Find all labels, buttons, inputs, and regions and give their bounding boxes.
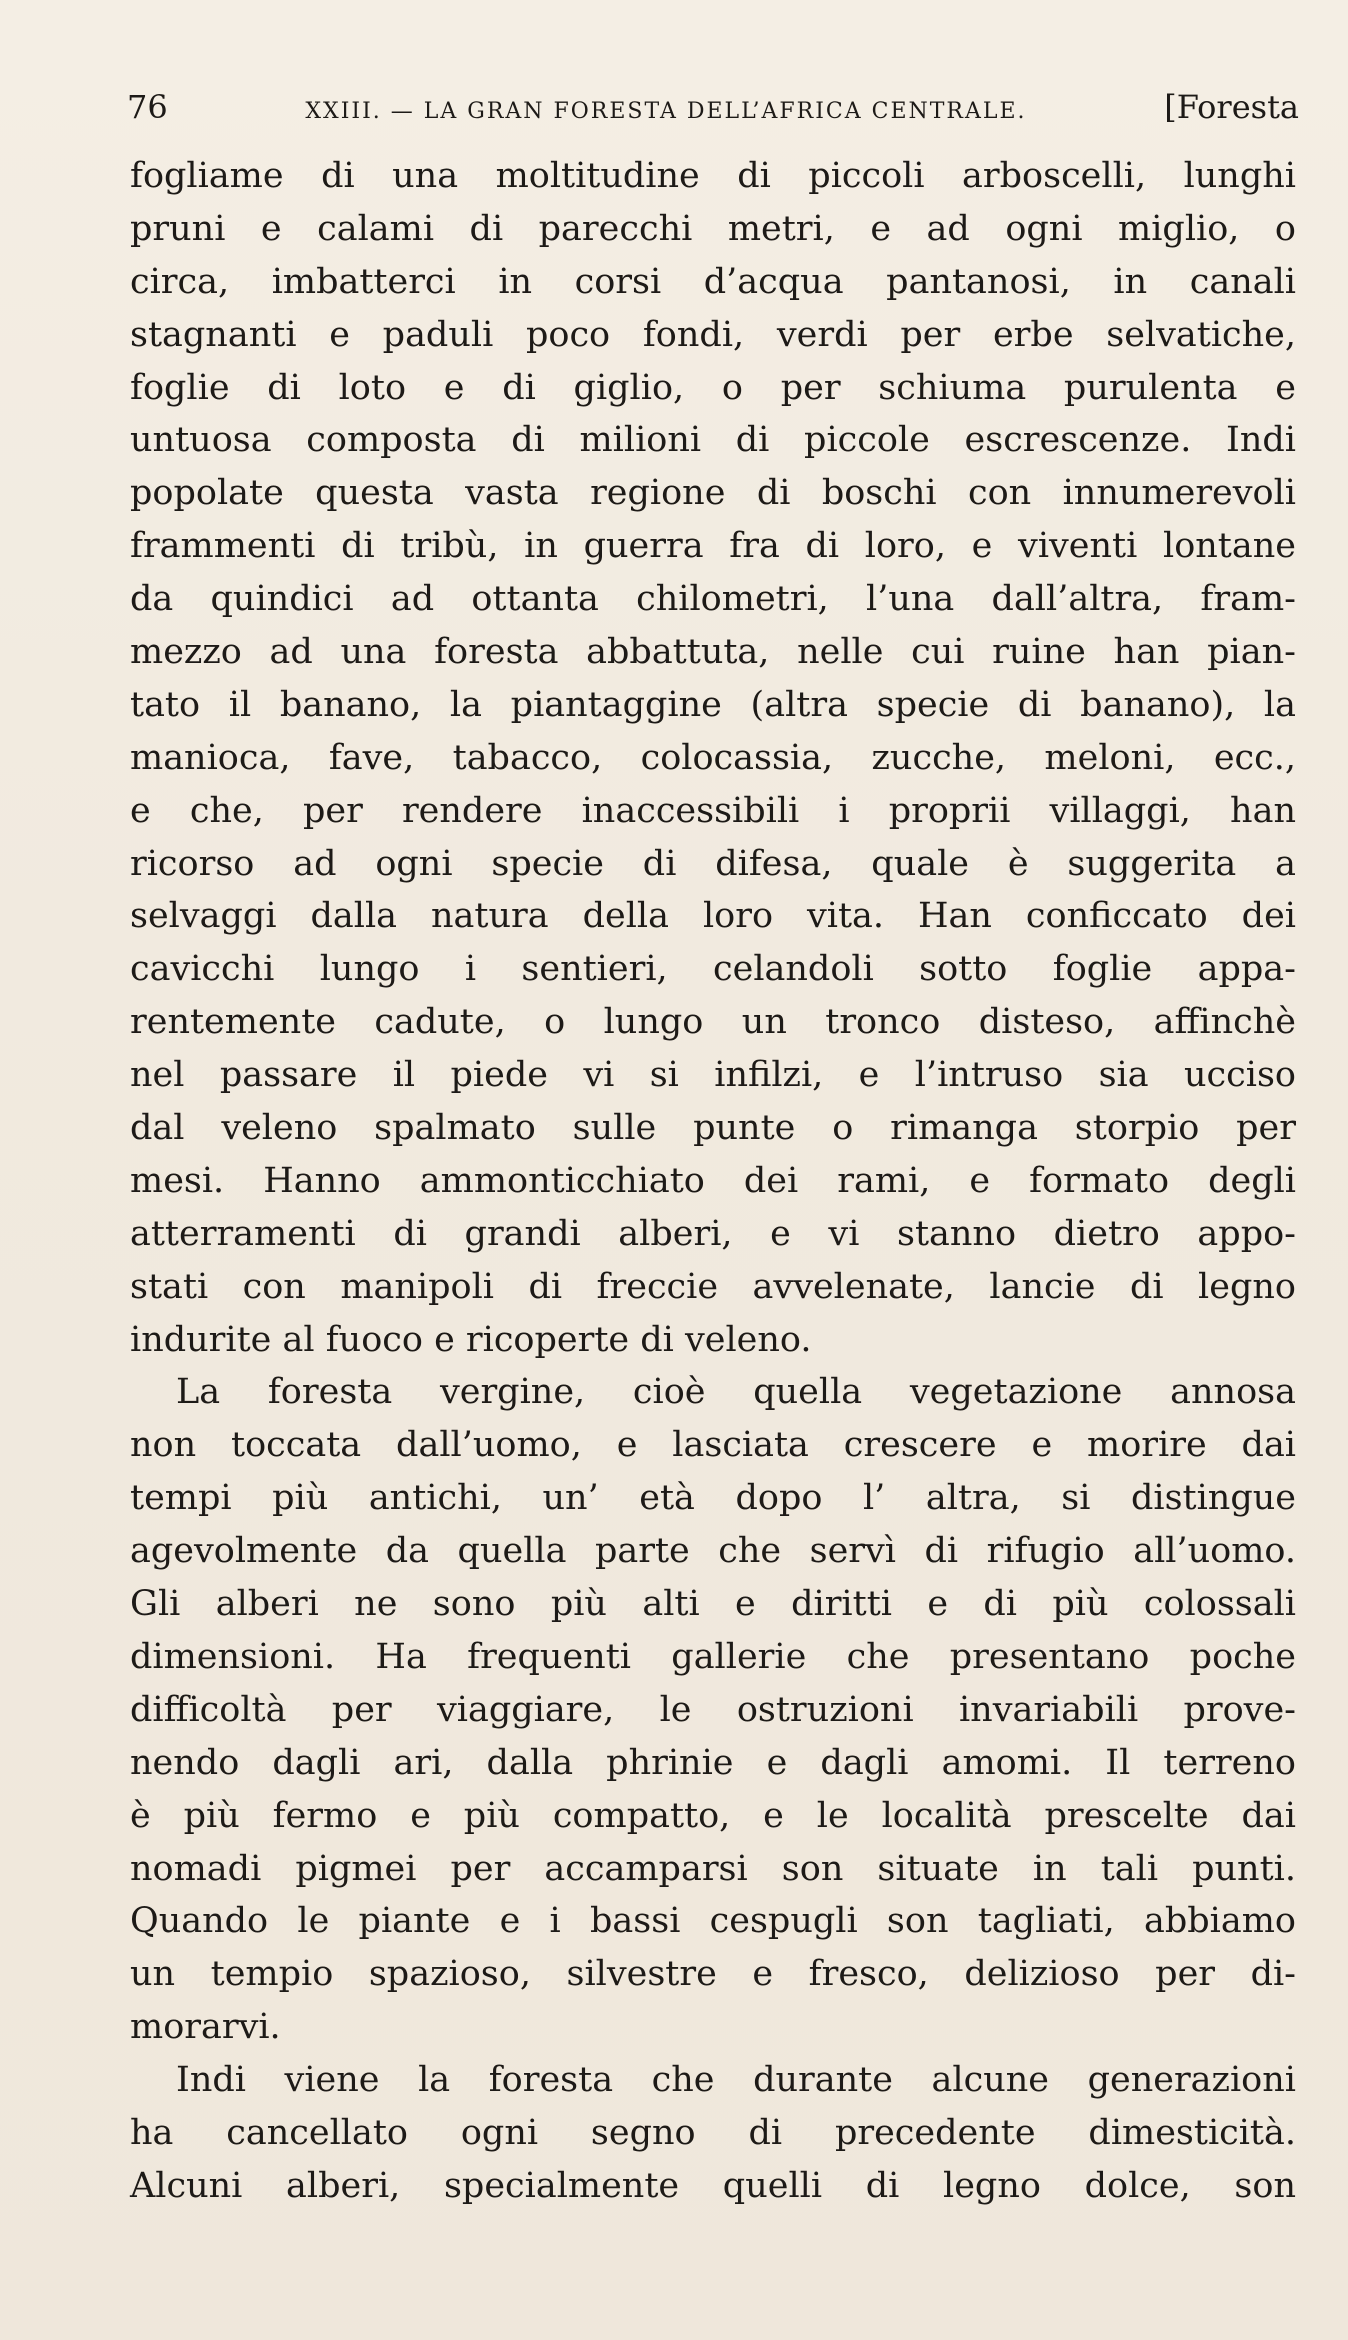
text-line: cavicchi lungo i sentieri, celandoli sotto foglie appa- xyxy=(130,949,1296,990)
text-line: manioca, fave, tabacco, colocassia, zucche, meloni, ecc., xyxy=(130,737,1296,778)
text-line: stati con manipoli di freccie avvelenate, lancie di legno xyxy=(130,1266,1296,1307)
text-line: Gli alberi ne sono più alti e diritti e di più colossali xyxy=(130,1584,1296,1625)
text-line: Alcuni alberi, specialmente quelli di legno dolce, son xyxy=(130,2165,1296,2206)
text-line: Indi viene la foresta che durante alcune generazioni xyxy=(176,2060,1296,2101)
text-line: nendo dagli ari, dalla phrinie e dagli amomi. Il terreno xyxy=(130,1742,1296,1783)
page-header xyxy=(127,82,1299,132)
body-text xyxy=(130,150,1296,2213)
text-line: indurite al fuoco e ricoperte di veleno. xyxy=(130,1319,812,1360)
text-line: da quindici ad ottanta chilometri, l’una dall’altra, fram- xyxy=(130,579,1296,620)
text-line: selvaggi dalla natura della loro vita. Han conficcato dei xyxy=(130,896,1296,937)
text-line: è più fermo e più compatto, e le località prescelte dai xyxy=(130,1795,1296,1836)
text-line: untuosa composta di milioni di piccole escrescenze. Indi xyxy=(130,420,1296,461)
text-line: pruni e calami di parecchi metri, e ad ogni miglio, o xyxy=(130,208,1296,249)
text-line: morarvi. xyxy=(130,2007,281,2048)
text-line: agevolmente da quella parte che servì di rifugio all’uomo. xyxy=(130,1531,1296,1572)
text-line: ricorso ad ogni specie di difesa, quale è suggerita a xyxy=(130,843,1296,884)
text-line: rentemente cadute, o lungo un tronco disteso, affinchè xyxy=(130,1002,1296,1043)
text-line: tempi più antichi, un’ età dopo l’ altra, si distingue xyxy=(130,1478,1296,1519)
text-line: e che, per rendere inaccessibili i proprii villaggi, han xyxy=(130,790,1296,831)
text-line: Quando le piante e i bassi cespugli son tagliati, abbiamo xyxy=(130,1901,1296,1942)
text-line: atterramenti di grandi alberi, e vi stanno dietro appo- xyxy=(130,1213,1296,1254)
text-line: nomadi pigmei per accamparsi son situate in tali punti. xyxy=(130,1848,1296,1889)
section-tag: [Foresta xyxy=(1164,88,1299,126)
text-line: circa, imbatterci in corsi d’acqua pantanosi, in canali xyxy=(130,261,1296,302)
running-title: XXIII. — LA GRAN FORESTA DELL’AFRICA CENTRALE. xyxy=(305,99,1027,124)
text-line: mesi. Hanno ammonticchiato dei rami, e formato degli xyxy=(130,1160,1296,1201)
text-line: un tempio spazioso, silvestre e fresco, delizioso per di- xyxy=(130,1954,1296,1995)
text-line: tato il banano, la piantaggine (altra specie di banano), la xyxy=(130,684,1296,725)
text-line: difficoltà per viaggiare, le ostruzioni invariabili prove- xyxy=(130,1689,1296,1730)
text-line: non toccata dall’uomo, e lasciata crescere e morire dai xyxy=(130,1425,1296,1466)
text-line: nel passare il piede vi si infilzi, e l’intruso sia ucciso xyxy=(130,1055,1296,1096)
text-line: dimensioni. Ha frequenti gallerie che presentano poche xyxy=(130,1636,1296,1677)
text-line: stagnanti e paduli poco fondi, verdi per erbe selvatiche, xyxy=(130,314,1296,355)
text-line: La foresta vergine, cioè quella vegetazione annosa xyxy=(176,1372,1296,1413)
text-line: foglie di loto e di giglio, o per schiuma purulenta e xyxy=(130,367,1296,408)
text-line: frammenti di tribù, in guerra fra di loro, e viventi lontane xyxy=(130,526,1296,567)
text-line: ha cancellato ogni segno di precedente dimesticità. xyxy=(130,2112,1296,2153)
text-line: popolate questa vasta regione di boschi con innumerevoli xyxy=(130,473,1296,514)
page-number: 76 xyxy=(127,88,168,126)
text-line: fogliame di una moltitudine di piccoli arboscelli, lunghi xyxy=(130,156,1296,196)
text-line: dal veleno spalmato sulle punte o rimanga storpio per xyxy=(130,1108,1296,1149)
text-line: mezzo ad una foresta abbattuta, nelle cui ruine han pian- xyxy=(130,632,1296,673)
